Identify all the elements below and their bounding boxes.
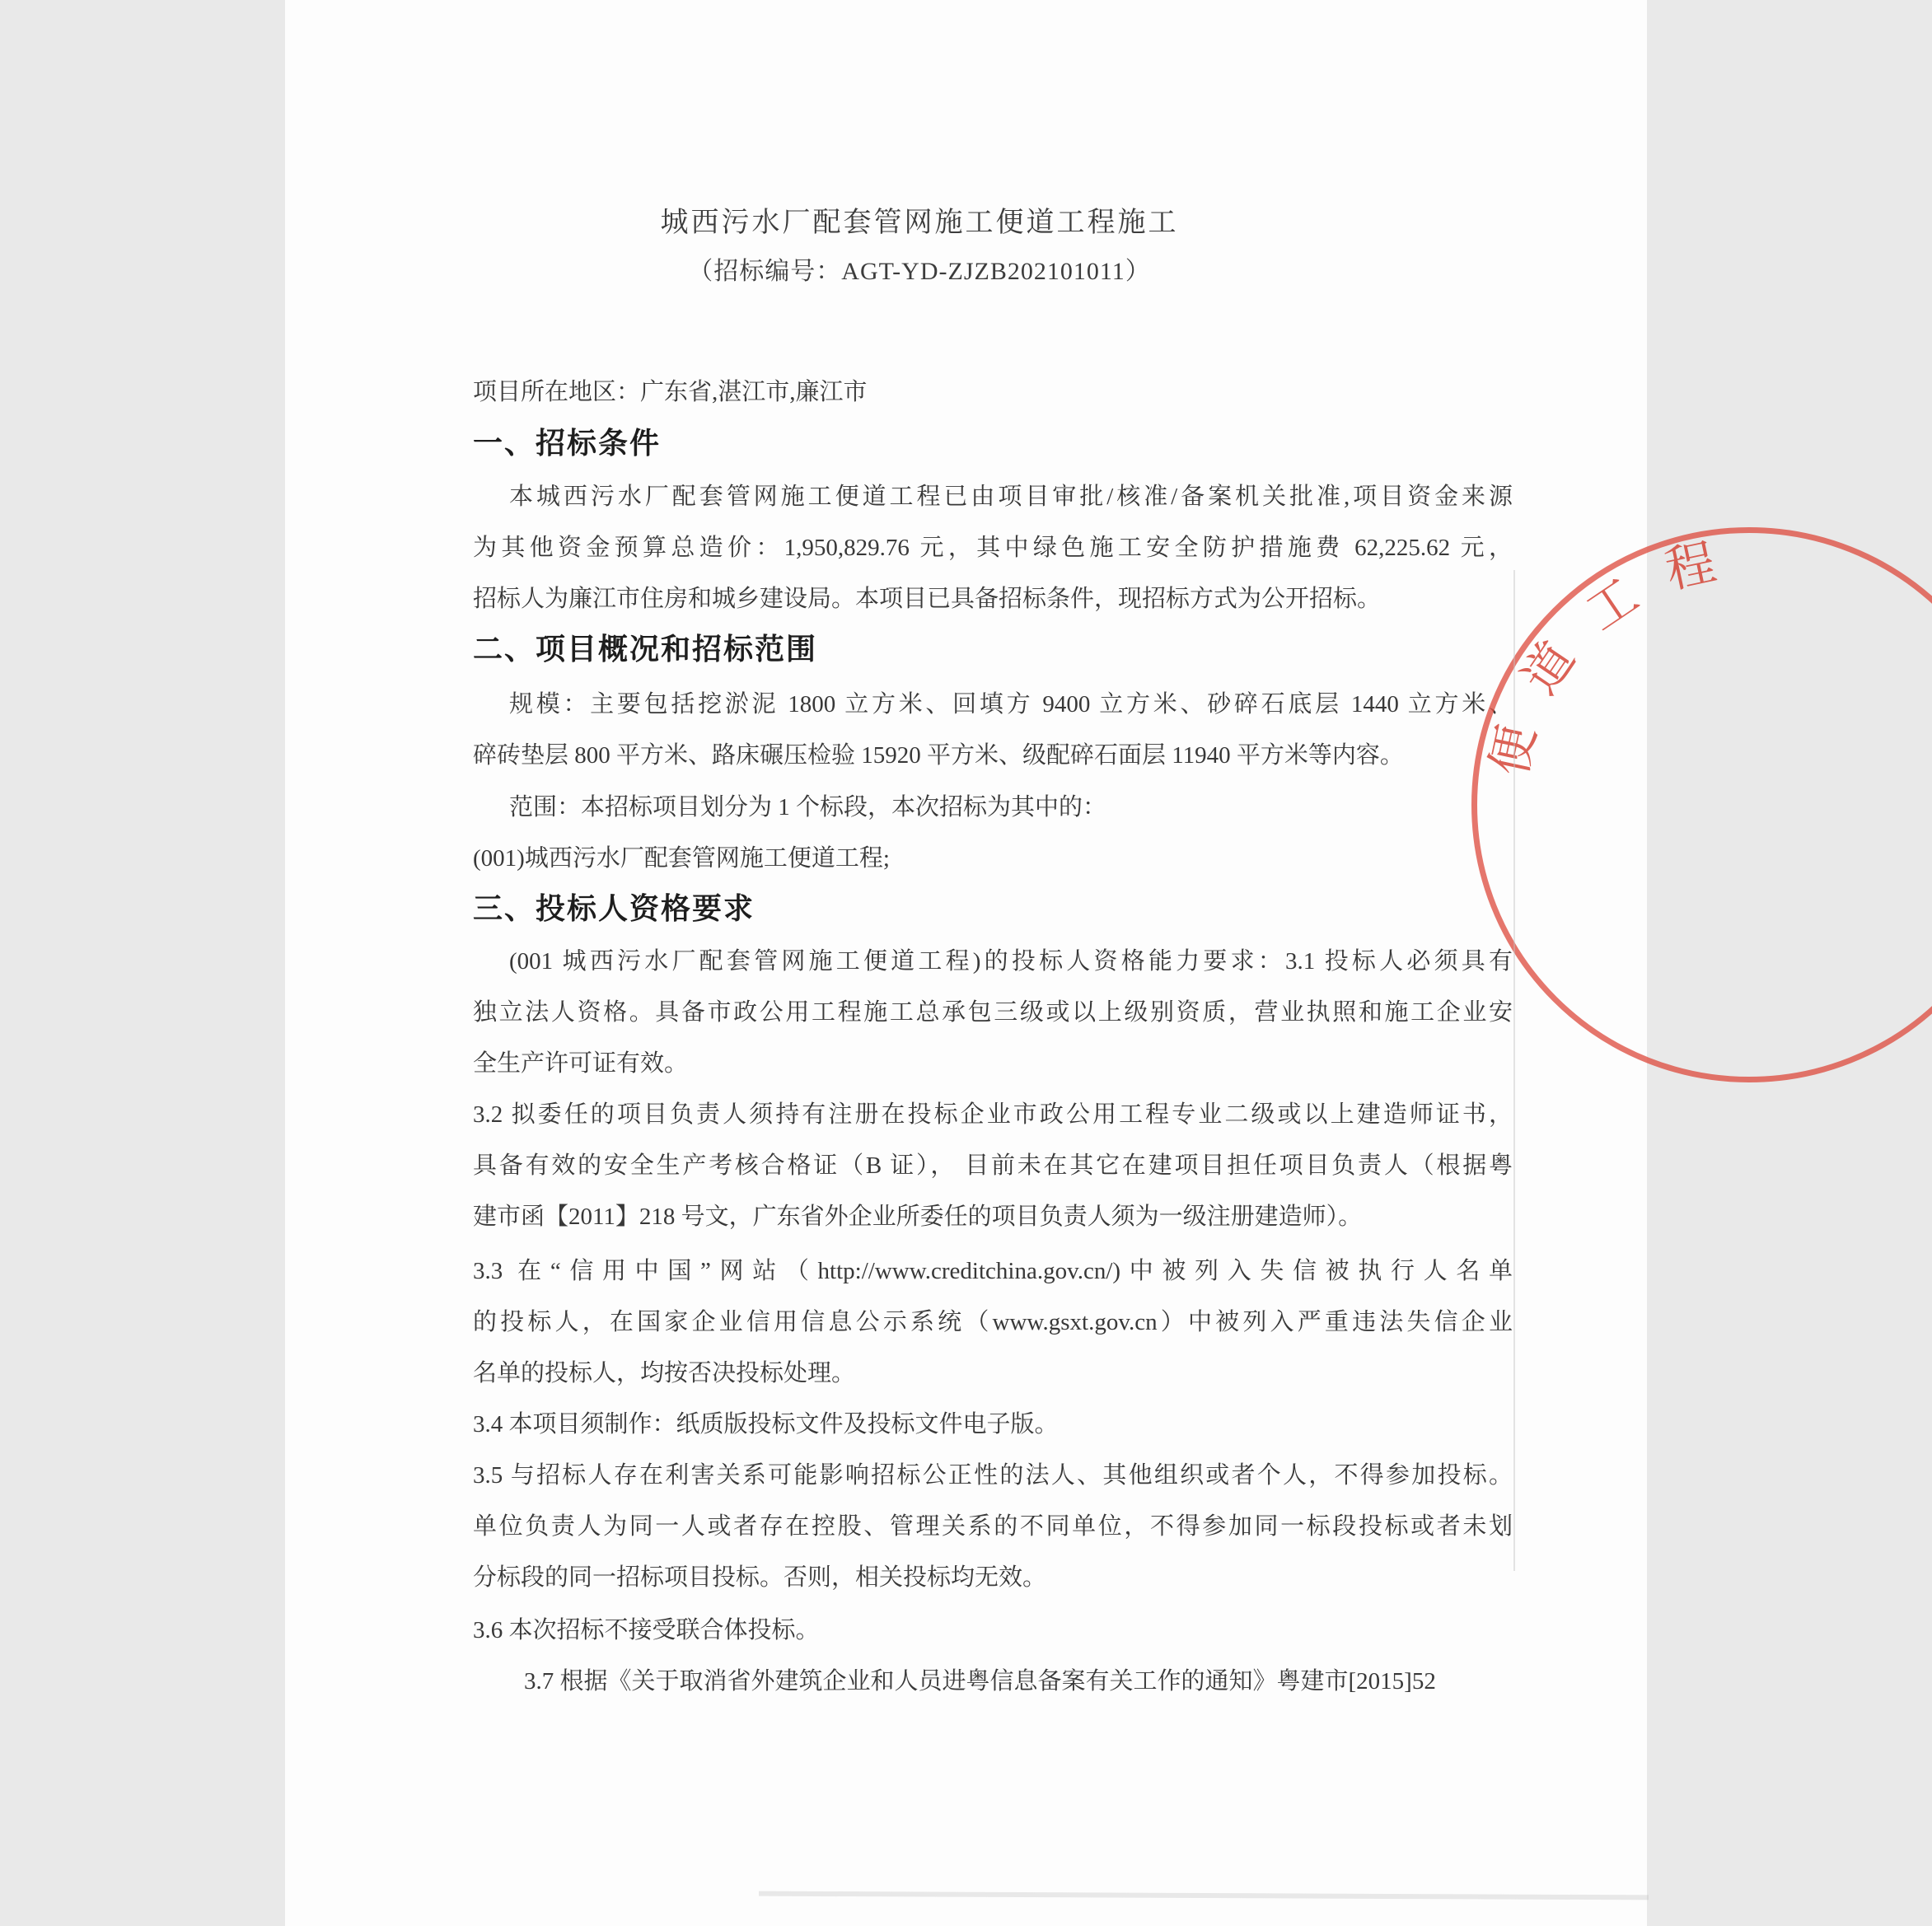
text-line: 本城西污水厂配套管网施工便道工程已由项目审批/核准/备案机关批准,项目资金来源 xyxy=(509,484,1513,510)
para-3-3 xyxy=(473,1246,1513,1399)
para-tender-scope: 范围：本招标项目划分为 1 个标段，本次招标为其中的： xyxy=(509,794,1107,820)
text-line: (001 城西污水厂配套管网施工便道工程)的投标人资格能力要求：3.1 投标人必须具有 xyxy=(509,948,1513,975)
stamp-character: 工 xyxy=(1576,568,1649,642)
para-3-1 xyxy=(473,936,1513,1089)
text-line: 3.5 与招标人存在利害关系可能影响招标公正性的法人、其他组织或者个人，不得参加投标。 xyxy=(473,1462,1513,1489)
scan-artifact-vertical-line xyxy=(1513,570,1515,1571)
text-line: 单位负责人为同一人或者存在控股、管理关系的不同单位，不得参加同一标段投标或者未划 xyxy=(473,1513,1513,1540)
text-line: 3.2 拟委任的项目负责人须持有注册在投标企业市政公用工程专业二级或以上建造师证书， xyxy=(473,1101,1513,1128)
para-project-scale xyxy=(473,679,1513,781)
section-heading-tender-conditions: 一、招标条件 xyxy=(473,426,662,460)
text-line: 3.3 在“信用中国”网站（http://www.creditchina.gov.cn/)中被列入失信被执行人名单 xyxy=(473,1258,1513,1284)
project-location: 项目所在地区：广东省,湛江市,廉江市 xyxy=(473,379,868,405)
section-heading-project-overview: 二、项目概况和招标范围 xyxy=(473,632,818,666)
red-seal-stamp-arc xyxy=(1471,527,1932,1082)
para-3-4: 3.4 本项目须制作：纸质版投标文件及投标文件电子版。 xyxy=(473,1411,1059,1437)
text-line: 名单的投标人，均按否决投标处理。 xyxy=(473,1360,856,1386)
document-page xyxy=(285,0,1721,1926)
text-line: 碎砖垫层 800 平方米、路床碾压检验 15920 平方米、级配碎石面层 11940 平方米等内容。 xyxy=(473,742,1404,769)
para-tender-conditions xyxy=(473,471,1513,624)
scan-artifact-bottom-streak xyxy=(759,1891,1649,1900)
section-heading-bidder-qualification: 三、投标人资格要求 xyxy=(473,891,755,925)
para-3-2 xyxy=(473,1089,1513,1242)
para-lot-001: (001)城西污水厂配套管网施工便道工程; xyxy=(473,845,890,872)
stamp-character: 便 xyxy=(1481,720,1546,781)
stamp-character: 道 xyxy=(1512,632,1586,704)
para-3-6: 3.6 本次招标不接受联合体投标。 xyxy=(473,1617,820,1643)
tender-number: （招标编号：AGT-YD-ZJZB202101011） xyxy=(688,258,1151,285)
document-title: 城西污水厂配套管网施工便道工程施工 xyxy=(660,208,1179,238)
text-line: 规模：主要包括挖淤泥 1800 立方米、回填方 9400 立方米、砂碎石底层 1440 立方米、 xyxy=(509,691,1513,718)
text-line: 独立法人资格。具备市政公用工程施工总承包三级或以上级别资质，营业执照和施工企业安 xyxy=(473,999,1513,1026)
text-line: 建市函【2011】218 号文，广东省外企业所委任的项目负责人须为一级注册建造师）。 xyxy=(473,1204,1363,1230)
text-line: 全生产许可证有效。 xyxy=(473,1050,689,1077)
text-line: 的投标人，在国家企业信用信息公示系统（www.gsxt.gov.cn）中被列入严重违法失信企业 xyxy=(473,1309,1513,1335)
para-3-7: 3.7 根据《关于取消省外建筑企业和人员进粤信息备案有关工作的通知》粤建市[2015]52 xyxy=(524,1668,1436,1695)
stamp-character: 程 xyxy=(1660,535,1721,599)
text-line: 为其他资金预算总造价：1,950,829.76 元，其中绿色施工安全防护措施费 62,225.62 元， xyxy=(473,535,1513,561)
text-line: 分标段的同一招标项目投标。否则，相关投标均无效。 xyxy=(473,1564,1047,1591)
para-3-5 xyxy=(473,1450,1513,1603)
text-line: 具备有效的安全生产考核合格证（B 证）， 目前未在其它在建项目担任项目负责人（根据粤 xyxy=(473,1152,1513,1179)
text-line: 招标人为廉江市住房和城乡建设局。本项目已具备招标条件，现招标方式为公开招标。 xyxy=(473,586,1382,612)
